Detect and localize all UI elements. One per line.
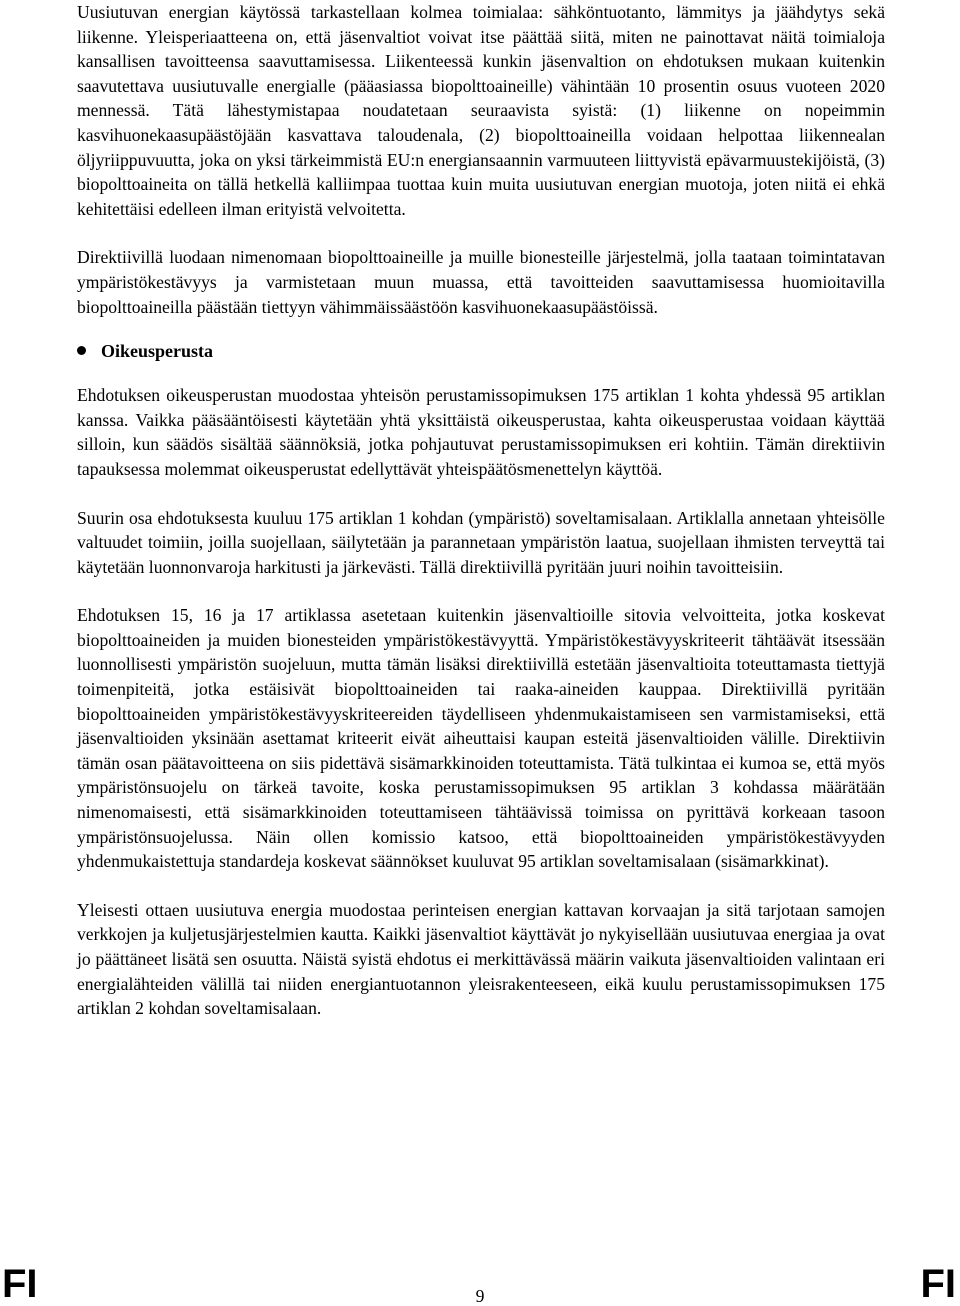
page-number: 9 [475,1286,485,1306]
document-body [77,0,885,1021]
footer-language-right: FI [920,1262,956,1306]
paragraph-energy-sectors: Uusiutuvan energian käytössä tarkastellaan kolmea toimialaa: sähköntuotanto, lämmitys ja jäähdytys sekä liikenne. Yleisperiaatteena on, että jäsenvaltiot voivat itse päättää siitä, miten ne painottavat näitä toimialoja kansallisen tavoitteensa saavuttamisessa. Liikenteessä kunkin jäsenvaltion on ehdotuksen mukaan kuitenkin saavutettava uusiutuvalle energialle (pääasiassa biopolttoaineille) vähintään 10 prosentin osuus vuoteen 2020 mennessä. Tätä lähestymistapaa noudatetaan seuraavista syistä: (1) liikenne on nopeimmin kasvihuonekaasupäästöjään kasvattava taloudenala, (2) biopolttoaineilla voidaan helpottaa liikennealan öljyriippuvuutta, joka on yksi tärkeimmistä EU:n energiansaannin varmuuteen liittyvistä epävarmuustekijöistä, (3) biopolttoaineita on tällä hetkellä kalliimpaa tuottaa kuin muita uusiutuvan energian muotoja, joten niitä ei ehkä kehitettäisi edelleen ilman erityistä velvoitetta. [77,2,885,219]
paragraph-article-95: Ehdotuksen 15, 16 ja 17 artiklassa asetetaan kuitenkin jäsenvaltioille sitovia velvoitteita, jotka koskevat biopolttoaineiden ja muiden bionesteiden ympäristökestävyyttä. Ympäristökestävyyskriteerit tähtäävät itsessään luonnollisesti ympäristön suojeluun, mutta tämän lisäksi direktiivillä estetään jäsenvaltioita toteuttamasta tiettyjä toimenpiteitä, jotka estäisivät biopolttoaineiden tai raaka-aineiden kauppaa. Direktiivillä pyritään biopolttoaineiden ympäristökestävyyskriteereiden täydelliseen yhdenmukaistamiseen sen varmistamiseksi, että jäsenvaltioiden yksinään asettamat kriteerit eivät aiheuttaisi kaupan esteitä jäsenvaltioiden välille. Direktiivin tämän osan päätavoitteena on siis pidettävä sisämarkkinoiden toteuttamista. Tätä tulkintaa ei kumoa se, että myös ympäristönsuojelu on tärkeä tavoite, koska perustamissopimuksen 95 artiklan 3 kohdassa määrätään nimenomaisesti, että sisämarkkinoiden toteuttamiseen tähtäävissä toimissa on pyrittävä korkeaan tasoon ympäristönsuojelussa. Näin ollen komissio katsoo, että biopolttoaineiden ympäristökestävyyden yhdenmukaistettuja standardeja koskevat säännökset kuuluvat 95 artiklan soveltamisalaan (sisämarkkinat). [77,605,885,872]
paragraph-article-175: Suurin osa ehdotuksesta kuuluu 175 artiklan 1 kohdan (ympäristö) soveltamisalaan. Artiklalla annetaan yhteisölle valtuudet toimiin, joilla suojellaan, säilytetään ja parannetaan ympäristön laatua, suojellaan ihmisten terveyttä tai käytetään luonnonvaroja harkitusti ja järkevästi. Tällä direktiivillä pyritään juuri noihin tavoitteisiin. [77,507,885,577]
bullet-icon [77,346,86,355]
footer-language-left: FI [2,1262,38,1306]
paragraph-sustainability-scheme: Direktiivillä luodaan nimenomaan biopolttoaineille ja muille bionesteille järjestelmä, jolla taataan toimintatavan ympäristökestävyys ja varmistetaan muun muassa, että tavoitteiden saavuttamisessa huomioitavilla biopolttoaineilla päästään tiettyyn vähimmäissäästöön kasvihuonekaasupäästöissä. [77,247,885,317]
section-heading [77,339,885,363]
section-heading-text: Oikeusperusta [101,341,214,362]
paragraph-legal-basis: Ehdotuksen oikeusperustan muodostaa yhteisön perustamissopimuksen 175 artiklan 1 kohta yhdessä 95 artiklan kanssa. Vaikka pääsääntöisesti käytetään yhtä yksittäistä oikeusperustaa, kahta oikeusperustaa voidaan käyttää silloin, kun säädös sisältää säännöksiä, jotka pohjautuvat perustamissopimuksen eri kohtiin. Tämän direktiivin tapauksessa molemmat oikeusperustat edellyttävät yhteispäätösmenettelyn käyttöä. [77,385,885,479]
paragraph-general-remarks: Yleisesti ottaen uusiutuva energia muodostaa perinteisen energian kattavan korvaajan ja sitä tarjotaan samojen verkkojen ja kuljetusjärjestelmien kautta. Kaikki jäsenvaltiot käyttävät jo nykyisellään uusiutuvaa energiaa ja ovat jo päättäneet lisätä sen osuutta. Näistä syistä ehdotus ei merkittävässä määrin vaikuta jäsenvaltioiden valintaan eri energialähteiden välillä tai niiden energiantuotannon yleisrakenteeseen, eikä kuulu perustamissopimuksen 175 artiklan 2 kohdan soveltamisalaan. [77,899,885,1019]
